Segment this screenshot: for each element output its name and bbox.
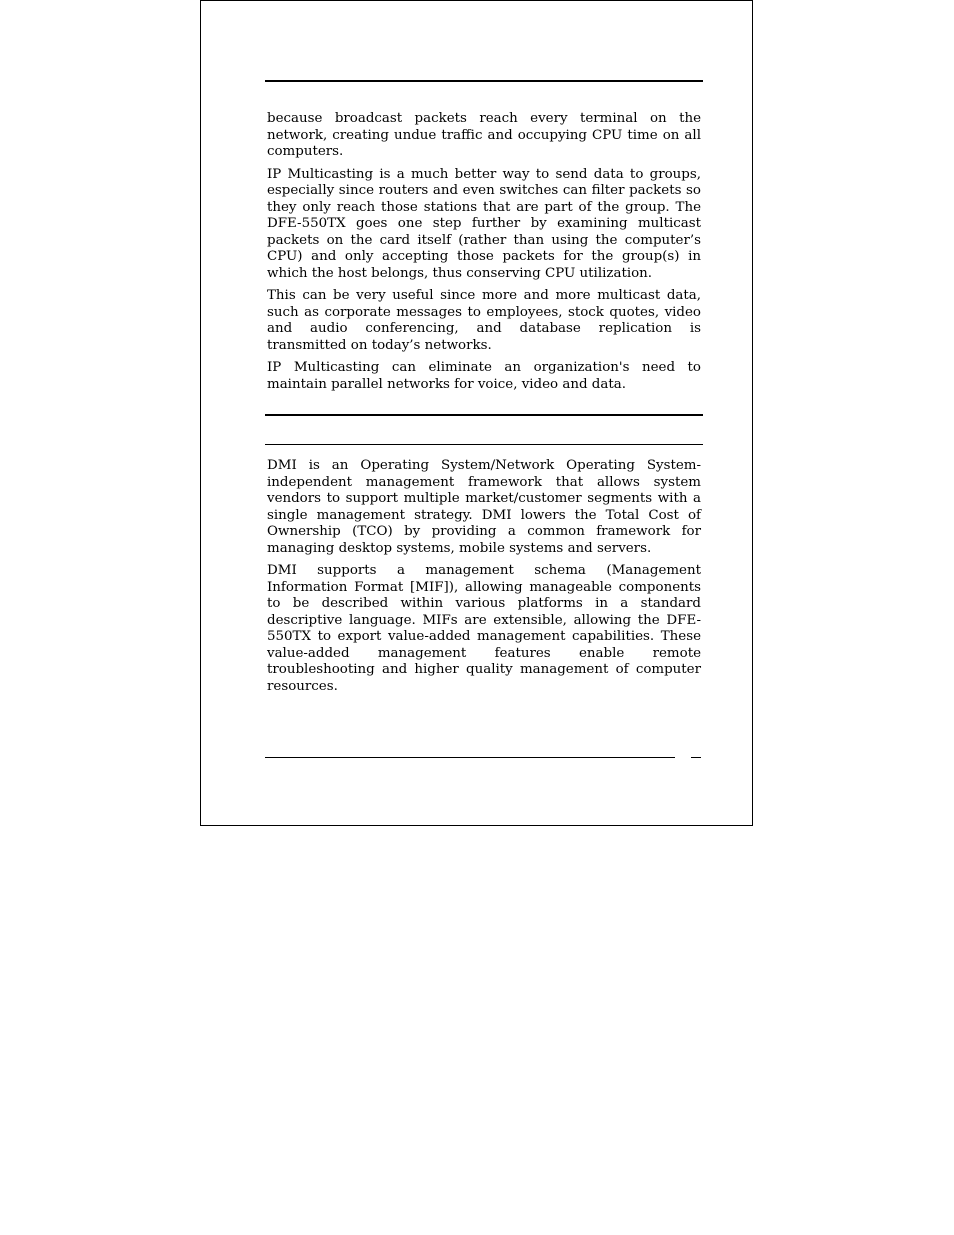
section-start-rule <box>265 444 703 445</box>
multicast-paragraph-2: IP Multicasting is a much better way to send data to groups, especially since routers and even switches can filter packets so they only reach those stations that are part of the group. The DFE-550TX goes one step further by examining multicast packets on the card itself (rather than using the computer’s CPU) and only accepting those packets for the group(s) in which the host belongs, thus conserving CPU utilization. <box>267 166 701 281</box>
document-page <box>200 0 753 826</box>
footer-page-mark <box>691 757 701 758</box>
section-end-rule <box>265 414 703 416</box>
dmi-section <box>267 458 701 701</box>
multicast-paragraph-1: because broadcast packets reach every terminal on the network, creating undue traffic and occupying CPU time on all computers. <box>267 111 701 159</box>
dmi-paragraph-2: DMI supports a management schema (Management Information Format [MIF]), allowing manageable components to be described within various platforms in a standard descriptive language. MIFs are extensible, allowing the DFE-550TX to export value-added management capabilities. These value-added management features enable remote troubleshooting and higher quality management of computer resources. <box>267 563 701 694</box>
multicast-section <box>267 111 701 399</box>
header-rule <box>265 80 703 82</box>
multicast-paragraph-4: IP Multicasting can eliminate an organization's need to maintain parallel networks for voice, video and data. <box>267 360 701 392</box>
dmi-paragraph-1: DMI is an Operating System/Network Operating System-independent management framework that allows system vendors to support multiple market/customer segments with a single management strategy. DMI lowers the Total Cost of Ownership (TCO) by providing a common framework for managing desktop systems, mobile systems and servers. <box>267 458 701 556</box>
multicast-paragraph-3: This can be very useful since more and more multicast data, such as corporate messages to employees, stock quotes, video and audio conferencing, and database replication is transmitted on today’s networks. <box>267 288 701 353</box>
footer-rule <box>265 757 675 758</box>
